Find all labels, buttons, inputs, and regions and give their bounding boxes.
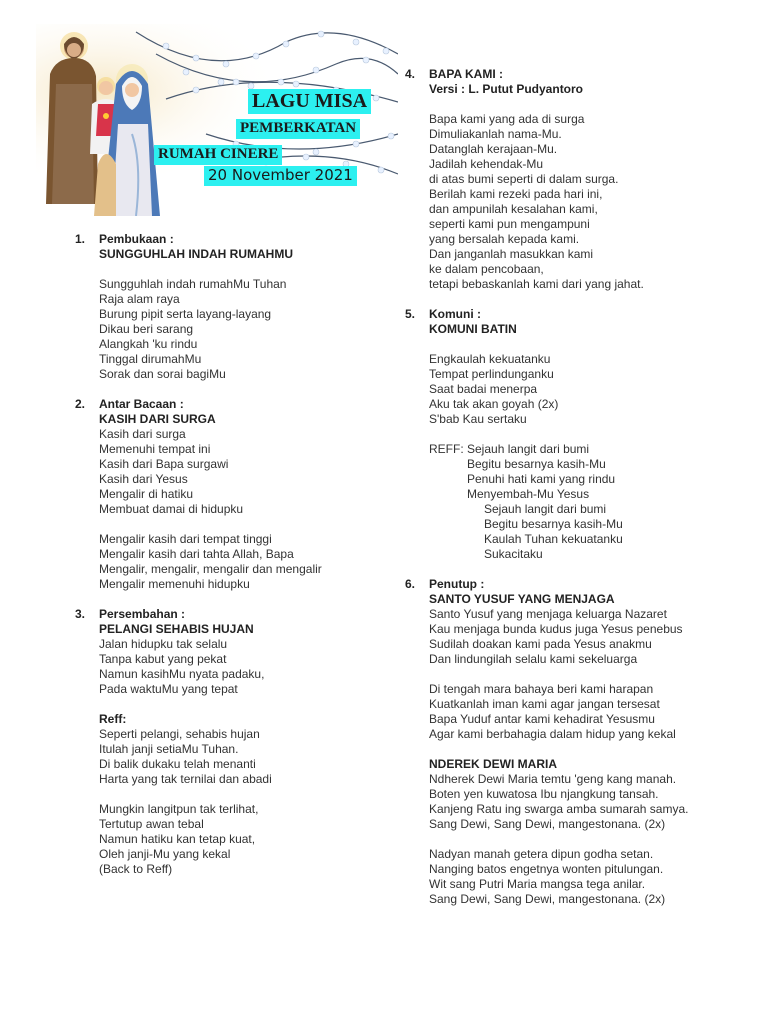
left-column: [75, 232, 405, 877]
date-label: 20 November 2021: [204, 166, 357, 186]
lyric-line: Kasih dari surga: [99, 427, 186, 441]
section-5: [405, 307, 755, 562]
subtitle-rumah: RUMAH CINERE: [154, 145, 282, 165]
lyric-line: Pada waktuMu yang tepat: [99, 682, 238, 696]
section-label: Komuni :: [429, 307, 481, 321]
lyric-line: Seperti pelangi, sehabis hujan: [99, 727, 260, 741]
section-2: [75, 397, 405, 592]
section-number: 1.: [75, 232, 86, 246]
lyric-line: Wit sang Putri Maria mangsa tega anilar.: [429, 877, 646, 891]
lyric-line: Mungkin langitpun tak terlihat,: [99, 802, 259, 816]
lyric-line: Tertutup awan tebal: [99, 817, 204, 831]
reff-line: Sukacitaku: [484, 547, 543, 561]
lyric-line: Mengalir, mengalir, mengalir dan mengalir: [99, 562, 322, 576]
lyric-line: Oleh janji-Mu yang kekal: [99, 847, 231, 861]
lyric-line: Di tengah mara bahaya beri kami harapan: [429, 682, 654, 696]
song-title: SUNGGUHLAH INDAH RUMAHMU: [99, 247, 293, 261]
lyric-line: Tanpa kabut yang pekat: [99, 652, 227, 666]
lyric-line: Kau menjaga bunda kudus juga Yesus penebus: [429, 622, 683, 636]
lyric-line: Nanging batos engetnya wonten pitulungan.: [429, 862, 664, 876]
lyric-line: Namun kasihMu nyata padaku,: [99, 667, 265, 681]
lyric-line: Jadilah kehendak-Mu: [429, 157, 544, 171]
section-number: 3.: [75, 607, 86, 621]
lyric-line: Saat badai menerpa: [429, 382, 538, 396]
section-label: Penutup :: [429, 577, 485, 591]
reff-line: Menyembah-Mu Yesus: [467, 487, 590, 501]
lyric-line: Kasih dari Bapa surgawi: [99, 457, 229, 471]
lyric-line: Jalan hidupku tak selalu: [99, 637, 228, 651]
song-title: PELANGI SEHABIS HUJAN: [99, 622, 254, 636]
section-number: 6.: [405, 577, 416, 591]
lyric-line: S'bab Kau sertaku: [429, 412, 527, 426]
lyric-line: Kuatkanlah iman kami agar jangan tersesat: [429, 697, 660, 711]
lyric-line: Sungguhlah indah rumahMu Tuhan: [99, 277, 287, 291]
lyric-line: Tinggal dirumahMu: [99, 352, 202, 366]
lyric-line: Sudilah doakan kami pada Yesus anakmu: [429, 637, 652, 651]
lyric-line: Dan lindungilah selalu kami sekeluarga: [429, 652, 638, 666]
lyric-line: Alangkah 'ku rindu: [99, 337, 198, 351]
lyric-line: Membuat damai di hidupku: [99, 502, 244, 516]
lyric-line: Berilah kami rezeki pada hari ini,: [429, 187, 603, 201]
lyric-line: seperti kami pun mengampuni: [429, 217, 590, 231]
section-label: Pembukaan :: [99, 232, 174, 246]
subtitle-pemberkatan: PEMBERKATAN: [236, 119, 360, 139]
lyric-line: Mengalir di hatiku: [99, 487, 194, 501]
page-title: LAGU MISA: [248, 89, 371, 114]
song-title: KOMUNI BATIN: [429, 322, 517, 336]
lyric-line: Engkaulah kekuatanku: [429, 352, 551, 366]
lyric-line: Bapa kami yang ada di surga: [429, 112, 585, 126]
section-number: 4.: [405, 67, 416, 81]
section-number: 5.: [405, 307, 416, 321]
lyric-line: Boten yen kuwatosa Ibu njangkung tansah.: [429, 787, 659, 801]
lyric-line: Mengalir memenuhi hidupku: [99, 577, 250, 591]
reff-line: Penuhi hati kami yang rindu: [467, 472, 616, 486]
lyric-line: Dan janganlah masukkan kami: [429, 247, 594, 261]
right-column: [405, 67, 755, 907]
song-title: SANTO YUSUF YANG MENJAGA: [429, 592, 615, 606]
reff-line: Kaulah Tuhan kekuatanku: [484, 532, 623, 546]
lyric-line: Sorak dan sorai bagiMu: [99, 367, 226, 381]
lyric-line: Agar kami berbahagia dalam hidup yang kekal: [429, 727, 676, 741]
lyric-line: dan ampunilah kesalahan kami,: [429, 202, 598, 216]
lyric-line: Aku tak akan goyah (2x): [429, 397, 559, 411]
section-label: BAPA KAMI :: [429, 67, 503, 81]
lyric-line: Raja alam raya: [99, 292, 180, 306]
section-1: [75, 232, 405, 382]
lyric-line: Itulah janji setiaMu Tuhan.: [99, 742, 239, 756]
section-6: [405, 577, 755, 907]
section-label: Persembahan :: [99, 607, 186, 621]
reff-line: Begitu besarnya kasih-Mu: [467, 457, 606, 471]
song-version: Versi : L. Putut Pudyantoro: [429, 82, 584, 96]
lyric-line: Santo Yusuf yang menjaga keluarga Nazaret: [429, 607, 667, 621]
section-4: [405, 67, 755, 292]
lyric-line: Burung pipit serta layang-layang: [99, 307, 272, 321]
reff-line: REFF: Sejauh langit dari bumi: [429, 442, 590, 456]
lyric-line: Dimuliakanlah nama-Mu.: [429, 127, 562, 141]
lyric-line: Ndherek Dewi Maria temtu 'geng kang manah.: [429, 772, 677, 786]
lyric-line: Sang Dewi, Sang Dewi, mangestonana. (2x): [429, 817, 666, 831]
section-label: Antar Bacaan :: [99, 397, 184, 411]
lyric-line: Tempat perlindunganku: [429, 367, 554, 381]
lyric-line: Di balik dukaku telah menanti: [99, 757, 256, 771]
lyric-line: (Back to Reff): [99, 862, 173, 876]
lyric-line: Kanjeng Ratu ing swarga amba sumarah samya.: [429, 802, 689, 816]
reff-line: Sejauh langit dari bumi: [484, 502, 607, 516]
lyric-line: Sang Dewi, Sang Dewi, mangestonana. (2x): [429, 892, 666, 906]
song-title: KASIH DARI SURGA: [99, 412, 216, 426]
lyric-line: tetapi bebaskanlah kami dari yang jahat.: [429, 277, 644, 291]
lyric-line: di atas bumi seperti di dalam surga.: [429, 172, 619, 186]
lyric-line: Kasih dari Yesus: [99, 472, 188, 486]
lyric-line: Nadyan manah getera dipun godha setan.: [429, 847, 654, 861]
section-3: [75, 607, 405, 877]
lyric-line: Bapa Yuduf antar kami kehadirat Yesusmu: [429, 712, 655, 726]
lyric-line: Dikau beri sarang: [99, 322, 194, 336]
reff-label: Reff:: [99, 712, 127, 726]
lyric-line: yang bersalah kepada kami.: [429, 232, 580, 246]
lyric-line: Namun hatiku kan tetap kuat,: [99, 832, 256, 846]
reff-line: Begitu besarnya kasih-Mu: [484, 517, 623, 531]
lyric-line: ke dalam pencobaan,: [429, 262, 544, 276]
lyric-line: Memenuhi tempat ini: [99, 442, 211, 456]
song-title-2: NDEREK DEWI MARIA: [429, 757, 557, 771]
section-number: 2.: [75, 397, 86, 411]
lyric-line: Mengalir kasih dari tahta Allah, Bapa: [99, 547, 294, 561]
lyric-line: Mengalir kasih dari tempat tinggi: [99, 532, 272, 546]
lyric-line: Datanglah kerajaan-Mu.: [429, 142, 558, 156]
lyric-line: Harta yang tak ternilai dan abadi: [99, 772, 272, 786]
